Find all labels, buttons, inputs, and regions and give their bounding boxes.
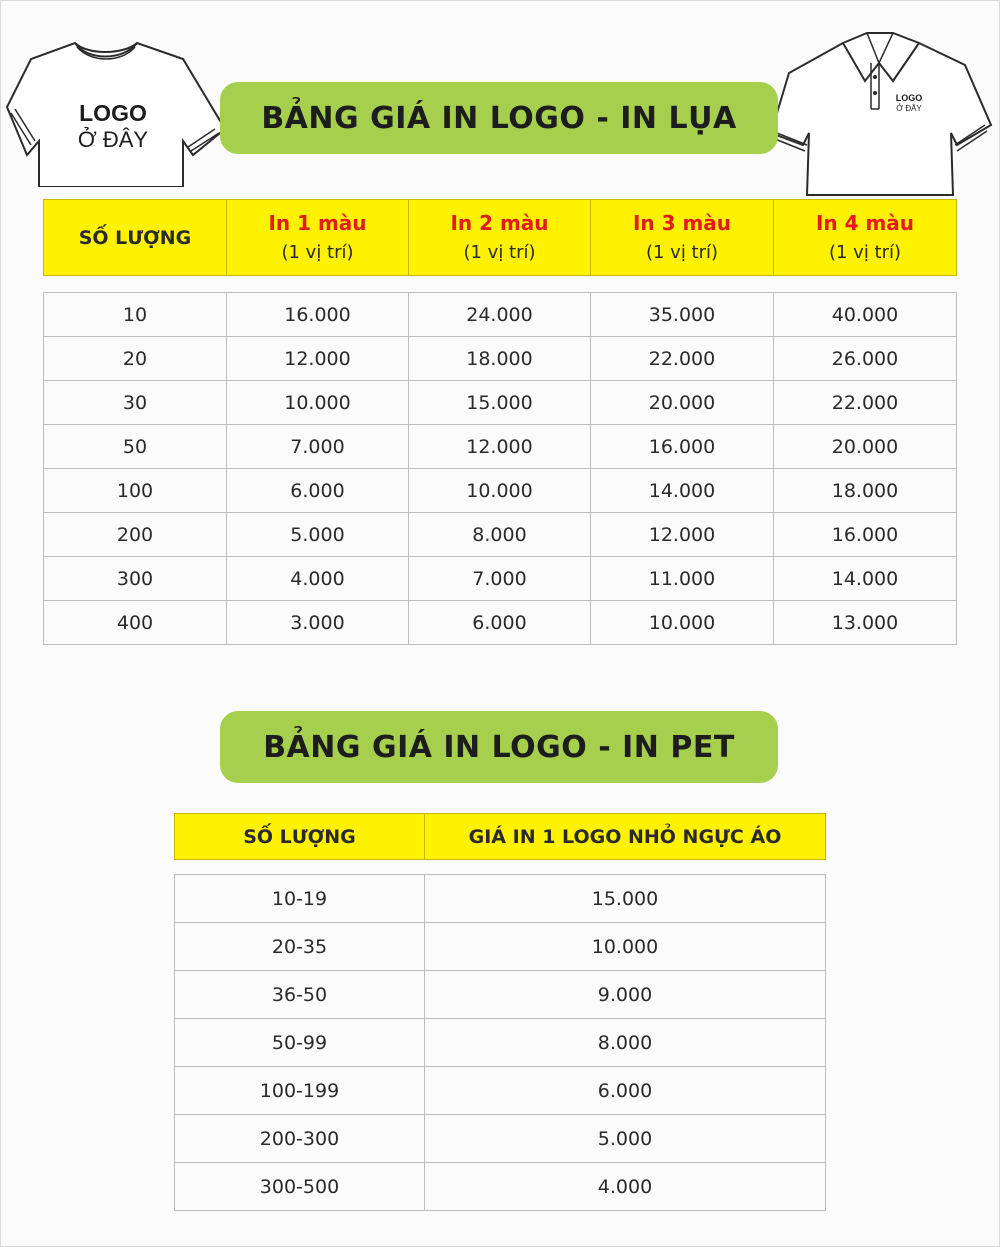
tshirt-logo-text-1: LOGO	[79, 100, 147, 126]
silk-col-title: In 3 màu	[632, 210, 732, 235]
pet-price-cell: 6.000	[425, 1067, 826, 1115]
silk-col-sub: (1 vị trí)	[463, 241, 536, 263]
silk-qty-cell: 30	[44, 381, 227, 425]
silk-table-header	[43, 199, 957, 276]
silk-price-cell: 14.000	[591, 469, 774, 513]
pet-qty-cell: 36-50	[175, 971, 425, 1019]
silk-price-cell: 12.000	[409, 425, 591, 469]
silk-price-cell: 24.000	[409, 293, 591, 337]
tshirt-illustration	[5, 37, 231, 187]
silk-price-cell: 20.000	[591, 381, 774, 425]
table-row	[44, 513, 957, 557]
silk-price-cell: 10.000	[227, 381, 409, 425]
silk-col-sub: (1 vị trí)	[828, 241, 902, 263]
silk-price-table	[43, 292, 957, 645]
polo-logo-text-2: Ở ĐÂY	[896, 104, 922, 113]
silk-qty-cell: 20	[44, 337, 227, 381]
pet-qty-header: SỐ LƯỢNG	[175, 814, 425, 860]
table-row	[175, 923, 826, 971]
silk-price-cell: 26.000	[774, 337, 957, 381]
silk-col-title: In 2 màu	[450, 210, 549, 235]
table-row	[44, 293, 957, 337]
table-row	[175, 1115, 826, 1163]
tshirt-logo-text-2: Ở ĐÂY	[77, 127, 149, 152]
pet-qty-cell: 10-19	[175, 875, 425, 923]
table-row	[175, 1067, 826, 1115]
silk-price-cell: 18.000	[774, 469, 957, 513]
silk-col-header	[774, 200, 957, 276]
silk-price-cell: 6.000	[227, 469, 409, 513]
silk-price-cell: 14.000	[774, 557, 957, 601]
polo-illustration	[767, 29, 995, 199]
silk-price-cell: 3.000	[227, 601, 409, 645]
silk-price-cell: 10.000	[409, 469, 591, 513]
silk-price-cell: 16.000	[227, 293, 409, 337]
silk-price-cell: 12.000	[591, 513, 774, 557]
silk-price-cell: 12.000	[227, 337, 409, 381]
pet-price-cell: 9.000	[425, 971, 826, 1019]
silk-price-cell: 22.000	[591, 337, 774, 381]
silk-price-cell: 8.000	[409, 513, 591, 557]
table-row	[175, 1019, 826, 1067]
silk-qty-cell: 10	[44, 293, 227, 337]
silk-price-cell: 5.000	[227, 513, 409, 557]
polo-logo-text-1: LOGO	[895, 93, 923, 103]
silk-price-cell: 35.000	[591, 293, 774, 337]
silk-col-title: In 1 màu	[268, 210, 367, 235]
table-row	[175, 875, 826, 923]
pet-qty-cell: 100-199	[175, 1067, 425, 1115]
pet-table-header	[174, 813, 826, 860]
silk-price-cell: 13.000	[774, 601, 957, 645]
table-row	[44, 469, 957, 513]
silk-print-title: BẢNG GIÁ IN LOGO - IN LỤA	[220, 82, 778, 154]
pet-price-table	[174, 874, 826, 1211]
table-row	[44, 557, 957, 601]
pet-price-cell: 15.000	[425, 875, 826, 923]
silk-price-cell: 20.000	[774, 425, 957, 469]
silk-price-cell: 16.000	[591, 425, 774, 469]
silk-qty-cell: 100	[44, 469, 227, 513]
silk-qty-cell: 200	[44, 513, 227, 557]
silk-price-cell: 7.000	[409, 557, 591, 601]
pet-price-cell: 4.000	[425, 1163, 826, 1211]
silk-col-header	[227, 200, 409, 276]
silk-col-header	[409, 200, 591, 276]
pet-price-cell: 8.000	[425, 1019, 826, 1067]
pet-price-cell: 10.000	[425, 923, 826, 971]
table-row	[44, 381, 957, 425]
pet-qty-cell: 20-35	[175, 923, 425, 971]
silk-price-cell: 7.000	[227, 425, 409, 469]
pet-price-cell: 5.000	[425, 1115, 826, 1163]
pet-qty-cell: 50-99	[175, 1019, 425, 1067]
silk-price-cell: 11.000	[591, 557, 774, 601]
silk-qty-cell: 400	[44, 601, 227, 645]
silk-price-cell: 6.000	[409, 601, 591, 645]
silk-price-cell: 10.000	[591, 601, 774, 645]
silk-qty-cell: 50	[44, 425, 227, 469]
table-row	[44, 425, 957, 469]
silk-qty-cell: 300	[44, 557, 227, 601]
silk-qty-header: SỐ LƯỢNG	[44, 200, 227, 276]
pet-qty-cell: 300-500	[175, 1163, 425, 1211]
silk-price-cell: 15.000	[409, 381, 591, 425]
table-row	[175, 971, 826, 1019]
silk-col-header	[591, 200, 774, 276]
silk-price-cell: 4.000	[227, 557, 409, 601]
pet-qty-cell: 200-300	[175, 1115, 425, 1163]
silk-price-cell: 22.000	[774, 381, 957, 425]
silk-price-cell: 18.000	[409, 337, 591, 381]
silk-col-sub: (1 vị trí)	[281, 241, 354, 263]
table-row	[44, 337, 957, 381]
table-row	[175, 1163, 826, 1211]
pet-price-header: GIÁ IN 1 LOGO NHỎ NGỰC ÁO	[425, 814, 826, 860]
silk-price-cell: 16.000	[774, 513, 957, 557]
silk-col-sub: (1 vị trí)	[645, 241, 719, 263]
pet-print-title: BẢNG GIÁ IN LOGO - IN PET	[220, 711, 778, 783]
silk-col-title: In 4 màu	[815, 210, 915, 235]
table-row	[44, 601, 957, 645]
silk-price-cell: 40.000	[774, 293, 957, 337]
